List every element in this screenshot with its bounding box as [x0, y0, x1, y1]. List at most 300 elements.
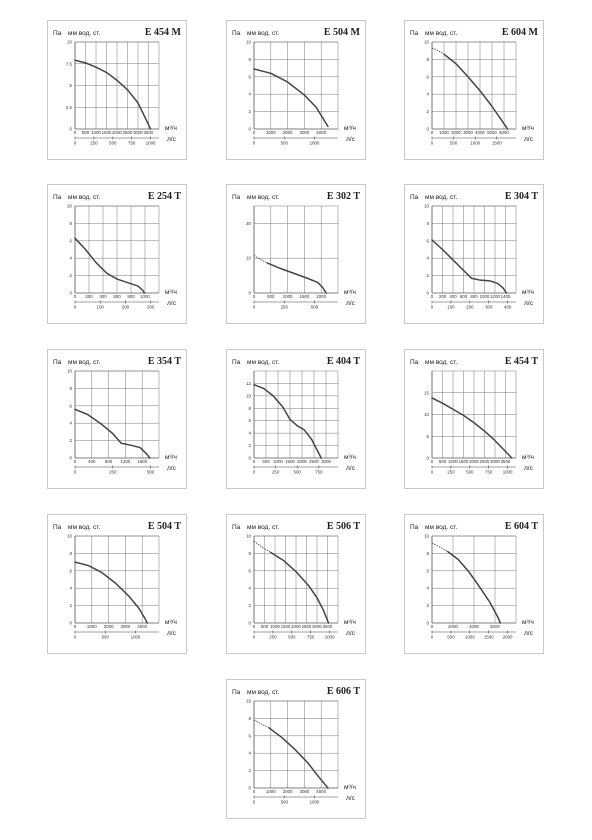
x-tick-label: 1000	[479, 294, 490, 299]
chart-title: E 604 T	[504, 521, 538, 532]
x-tick-label: 0	[430, 294, 434, 299]
x-tick-label: 1000	[273, 459, 283, 464]
x2-tick-label: 500	[146, 469, 155, 475]
x2-unit-label: л/с	[524, 300, 533, 307]
x-tick-label: 2000	[291, 624, 301, 629]
x-unit-label: м³/ч	[522, 125, 534, 132]
y-tick-label: 2	[69, 603, 72, 609]
x-tick-label: 3000	[463, 130, 473, 135]
x-tick-label: 1000	[265, 789, 276, 794]
x2-tick-label: 0	[73, 140, 77, 146]
x-tick-label: 400	[88, 459, 96, 464]
y-tick-label: 8	[69, 550, 72, 556]
x2-tick-label: 100	[447, 304, 455, 310]
x-tick-label: 0	[73, 130, 77, 135]
x-tick-label: 0	[252, 624, 256, 629]
x2-tick-label: 1000	[470, 140, 481, 146]
y-tick-label: 0	[426, 620, 429, 626]
y-tick-label: 4	[248, 430, 251, 436]
y-tick-label: 2	[426, 273, 429, 279]
y-tick-label: 0	[248, 290, 251, 296]
x2-tick-label: 0	[73, 304, 77, 310]
x-tick-label: 2000	[316, 294, 327, 299]
x2-tick-label: 0	[73, 634, 77, 640]
x2-unit-label: л/с	[167, 136, 176, 143]
x-tick-label: 1600	[137, 459, 148, 464]
x-tick-label: 500	[262, 459, 270, 464]
x2-tick-label: 500	[280, 140, 288, 146]
chart-panel-e-506-t	[226, 514, 366, 654]
y-tick-label: 0	[248, 620, 251, 626]
x2-tick-label: 750	[128, 140, 136, 146]
curve-dashed-extension	[254, 255, 267, 263]
pressure-unit-label: Па	[410, 194, 419, 201]
x-tick-label: 600	[113, 294, 121, 299]
chart-title: E 504 T	[147, 521, 181, 532]
y-axis-label: мм вод. ст.	[425, 194, 458, 201]
performance-curve	[444, 54, 508, 129]
pressure-unit-label: Па	[232, 30, 241, 37]
y-tick-label: 10	[246, 533, 251, 539]
x-unit-label: м³/ч	[165, 619, 177, 626]
x-tick-label: 500	[438, 459, 447, 464]
x2-unit-label: л/с	[346, 136, 355, 143]
x-tick-label: 1500	[101, 130, 112, 135]
x2-tick-label: 1000	[130, 634, 141, 640]
x2-tick-label: 0	[430, 469, 434, 475]
chart-panel-e-404-t	[226, 349, 366, 489]
x-tick-label: 2000	[112, 130, 122, 135]
x2-unit-label: л/с	[524, 136, 533, 143]
x-tick-label: 3000	[299, 130, 310, 135]
x2-tick-label: 0	[252, 140, 256, 146]
curve-dashed-extension	[432, 48, 444, 54]
x-tick-label: 2500	[122, 130, 133, 135]
x2-unit-label: л/с	[346, 465, 355, 472]
x2-tick-label: 250	[447, 469, 455, 475]
x-unit-label: м³/ч	[344, 784, 356, 791]
x2-tick-label: 300	[147, 304, 155, 310]
x2-tick-label: 250	[109, 469, 117, 475]
x-unit-label: м³/ч	[344, 454, 356, 461]
chart-title: E 304 T	[504, 191, 538, 202]
x-tick-label: 2500	[301, 624, 312, 629]
y-tick-label: 6	[248, 74, 251, 80]
x-tick-label: 200	[85, 294, 93, 299]
performance-curve	[432, 240, 507, 293]
y-tick-label: 0	[248, 455, 251, 461]
chart-panel-e-254-t	[47, 184, 187, 324]
chart-title: E 254 T	[147, 191, 181, 202]
y-tick-label: 2	[69, 273, 72, 279]
y-tick-label: 6	[426, 238, 429, 244]
y-tick-label: 0	[69, 290, 72, 296]
y-tick-label: 10	[67, 39, 72, 45]
x-tick-label: 200	[438, 294, 447, 299]
chart-svg-e-354-t	[48, 350, 188, 490]
y-axis-label: мм вод. ст.	[68, 524, 101, 531]
x2-unit-label: л/с	[167, 630, 176, 637]
x-tick-label: 2000	[469, 459, 479, 464]
x2-tick-label: 500	[447, 634, 455, 640]
y-tick-label: 5	[426, 433, 429, 439]
x2-tick-label: 200	[466, 304, 474, 310]
x-tick-label: 0	[252, 789, 256, 794]
chart-title: E 404 T	[326, 356, 360, 367]
chart-panel-e-304-t	[404, 184, 544, 324]
x-unit-label: м³/ч	[344, 125, 356, 132]
chart-svg-e-506-t	[227, 515, 367, 655]
y-tick-label: 0	[69, 455, 72, 461]
chart-panel-e-604-t	[404, 514, 544, 654]
chart-panel-e-504-t	[47, 514, 187, 654]
performance-curve	[432, 398, 512, 458]
x-tick-label: 1500	[458, 459, 469, 464]
y-tick-label: 2	[248, 603, 251, 609]
pressure-unit-label: Па	[232, 524, 241, 531]
y-tick-label: 8	[248, 56, 251, 62]
x-tick-label: 3000	[312, 624, 322, 629]
x2-unit-label: л/с	[346, 630, 355, 637]
y-tick-label: 10	[246, 698, 251, 704]
chart-panel-e-454-t	[404, 349, 544, 489]
performance-curve	[254, 69, 328, 126]
x-tick-label: 3500	[322, 624, 333, 629]
x-tick-label: 0	[430, 130, 434, 135]
x2-tick-label: 1000	[502, 469, 513, 475]
y-tick-label: 5	[69, 83, 72, 88]
y-tick-label: 6	[248, 733, 251, 739]
x-unit-label: м³/ч	[165, 125, 177, 132]
x-tick-label: 3000	[120, 624, 131, 629]
chart-title: E 302 T	[326, 191, 360, 202]
x-unit-label: м³/ч	[522, 454, 534, 461]
x-tick-label: 1500	[299, 294, 310, 299]
x-tick-label: 1000	[86, 624, 97, 629]
pressure-unit-label: Па	[232, 689, 241, 696]
chart-title: E 604 M	[501, 27, 538, 38]
y-tick-label: 4	[426, 255, 429, 261]
y-tick-label: 6	[426, 568, 429, 574]
chart-svg-e-604-m	[405, 21, 545, 161]
y-axis-label: мм вод. ст.	[247, 359, 280, 366]
x-tick-label: 3500	[143, 130, 154, 135]
y-tick-label: 4	[426, 91, 429, 97]
y-tick-label: 15	[424, 390, 429, 396]
y-tick-label: 8	[426, 56, 429, 62]
curve-dashed-extension	[432, 543, 448, 552]
x-tick-label: 2000	[103, 624, 114, 629]
chart-title: E 506 T	[326, 521, 360, 532]
x-tick-label: 4000	[469, 624, 479, 629]
y-tick-label: 6	[69, 238, 72, 244]
x-tick-label: 0	[252, 294, 256, 299]
x-tick-label: 0	[73, 624, 77, 629]
x2-unit-label: л/с	[167, 300, 176, 307]
x2-tick-label: 500	[466, 469, 474, 475]
y-tick-label: 8	[248, 550, 251, 556]
x2-tick-label: 400	[504, 304, 512, 310]
x-tick-label: 1000	[91, 130, 101, 135]
performance-curve	[267, 263, 326, 293]
x2-tick-label: 300	[485, 304, 493, 310]
y-tick-label: 0	[426, 290, 429, 296]
x2-tick-label: 0	[73, 469, 77, 475]
y-tick-label: 10	[67, 533, 72, 539]
x-tick-label: 3500	[500, 459, 511, 464]
y-tick-label: 8	[248, 405, 251, 411]
x2-unit-label: л/с	[524, 630, 533, 637]
x2-tick-label: 500	[101, 634, 109, 640]
x-tick-label: 400	[99, 294, 107, 299]
x-tick-label: 5000	[487, 130, 497, 135]
x2-tick-label: 0	[430, 140, 434, 146]
x2-tick-label: 500	[449, 140, 458, 146]
chart-panel-e-354-t	[47, 349, 187, 489]
x2-tick-label: 250	[271, 469, 280, 475]
x2-tick-label: 250	[90, 140, 98, 146]
y-tick-label: 2	[426, 109, 429, 115]
x-tick-label: 1500	[285, 459, 295, 464]
x-tick-label: 0	[73, 459, 77, 464]
x2-unit-label: л/с	[346, 795, 355, 802]
performance-curve	[269, 728, 328, 788]
y-tick-label: 2	[69, 438, 72, 444]
x-tick-label: 1200	[490, 294, 500, 299]
x2-tick-label: 250	[269, 634, 277, 640]
x2-tick-label: 1000	[309, 140, 320, 146]
x2-tick-label: 200	[121, 304, 130, 310]
y-tick-label: 20	[246, 220, 251, 226]
performance-curve	[271, 553, 329, 623]
y-tick-label: 0	[248, 126, 251, 132]
pressure-unit-label: Па	[53, 30, 62, 37]
x2-tick-label: 750	[315, 469, 323, 475]
x2-tick-label: 2000	[502, 634, 513, 640]
x-tick-label: 500	[267, 294, 275, 299]
x-tick-label: 3000	[321, 459, 331, 464]
y-axis-label: мм вод. ст.	[425, 524, 458, 531]
y-tick-label: 10	[424, 412, 429, 417]
chart-svg-e-504-t	[48, 515, 188, 655]
x2-tick-label: 500	[288, 634, 296, 640]
x-tick-label: 4000	[475, 130, 485, 135]
x2-tick-label: 1500	[491, 140, 502, 146]
x-tick-label: 1500	[280, 624, 291, 629]
y-axis-label: мм вод. ст.	[68, 194, 101, 201]
x-tick-label: 2000	[451, 130, 461, 135]
y-tick-label: 4	[426, 585, 429, 591]
y-tick-label: 6	[426, 74, 429, 80]
x2-tick-label: 1000	[324, 634, 335, 640]
y-axis-label: мм вод. ст.	[247, 524, 280, 531]
y-tick-label: 4	[69, 585, 72, 591]
chart-svg-e-454-m	[48, 21, 188, 161]
x-tick-label: 1000	[448, 459, 458, 464]
x2-tick-label: 500	[109, 140, 117, 146]
x-tick-label: 1400	[500, 294, 511, 299]
y-tick-label: 12	[246, 380, 251, 386]
y-axis-label: мм вод. ст.	[247, 689, 280, 696]
x-tick-label: 4000	[316, 130, 327, 135]
x2-tick-label: 0	[252, 304, 256, 310]
x2-tick-label: 0	[252, 799, 256, 805]
y-tick-label: 6	[248, 568, 251, 574]
y-tick-label: 7.5	[65, 61, 72, 67]
chart-title: E 504 M	[323, 27, 360, 38]
x-tick-label: 0	[252, 130, 256, 135]
x-unit-label: м³/ч	[344, 619, 356, 626]
performance-curve	[75, 60, 151, 129]
y-axis-label: мм вод. ст.	[247, 30, 280, 37]
x-tick-label: 0	[252, 459, 256, 464]
pressure-unit-label: Па	[410, 30, 419, 37]
pressure-unit-label: Па	[53, 524, 62, 531]
y-tick-label: 0	[426, 126, 429, 132]
chart-svg-e-606-t	[227, 680, 367, 820]
x-tick-label: 6000	[499, 130, 509, 135]
x2-tick-label: 1000	[145, 140, 156, 146]
y-tick-label: 8	[426, 220, 429, 226]
chart-panel-e-604-m	[404, 20, 544, 160]
x-tick-label: 800	[127, 294, 135, 299]
x-tick-label: 2000	[448, 624, 458, 629]
x-tick-label: 1000	[439, 130, 449, 135]
x-tick-label: 3000	[490, 459, 500, 464]
y-axis-label: мм вод. ст.	[68, 30, 101, 37]
y-tick-label: 0	[69, 620, 72, 626]
y-tick-label: 0	[248, 785, 251, 791]
x2-tick-label: 0	[252, 634, 256, 640]
chart-panel-e-504-m	[226, 20, 366, 160]
y-tick-label: 8	[426, 550, 429, 556]
y-tick-label: 10	[424, 203, 429, 209]
pressure-unit-label: Па	[53, 359, 62, 366]
chart-svg-e-504-m	[227, 21, 367, 161]
y-axis-label: мм вод. ст.	[247, 194, 280, 201]
x-tick-label: 2500	[309, 459, 319, 464]
y-tick-label: 8	[69, 220, 72, 226]
pressure-unit-label: Па	[53, 194, 62, 201]
pressure-unit-label: Па	[410, 524, 419, 531]
x2-unit-label: л/с	[346, 300, 355, 307]
chart-panel-e-302-t	[226, 184, 366, 324]
x2-unit-label: л/с	[167, 465, 176, 472]
y-tick-label: 4	[69, 255, 72, 261]
chart-panel-e-606-t	[226, 679, 366, 819]
performance-curve	[75, 409, 150, 458]
x-tick-label: 1200	[120, 459, 131, 464]
y-axis-label: мм вод. ст.	[425, 30, 458, 37]
chart-svg-e-454-t	[405, 350, 545, 490]
y-tick-label: 2.5	[65, 104, 72, 110]
y-tick-label: 10	[67, 203, 72, 209]
x-tick-label: 0	[73, 294, 77, 299]
x-tick-label: 2000	[282, 789, 293, 794]
x-tick-label: 1000	[270, 624, 280, 629]
chart-svg-e-404-t	[227, 350, 367, 490]
x2-tick-label: 0	[430, 634, 434, 640]
y-tick-label: 10	[246, 39, 251, 45]
x-unit-label: м³/ч	[522, 619, 534, 626]
pressure-unit-label: Па	[232, 194, 241, 201]
y-axis-label: мм вод. ст.	[68, 359, 101, 366]
x2-tick-label: 1000	[464, 634, 475, 640]
chart-panel-e-454-m	[47, 20, 187, 160]
x2-tick-label: 750	[485, 469, 493, 475]
x2-tick-label: 1000	[309, 799, 320, 805]
x-tick-label: 600	[459, 294, 468, 299]
y-tick-label: 0	[69, 126, 72, 132]
x2-tick-label: 0	[252, 469, 256, 475]
pressure-unit-label: Па	[410, 359, 419, 366]
x2-tick-label: 100	[96, 304, 104, 310]
performance-curve	[75, 238, 144, 293]
x2-tick-label: 750	[307, 634, 315, 640]
y-tick-label: 4	[69, 420, 72, 426]
x-unit-label: м³/ч	[522, 289, 534, 296]
x-tick-label: 1000	[265, 130, 276, 135]
x-tick-label: 1000	[282, 294, 293, 299]
chart-svg-e-304-t	[405, 185, 545, 325]
x-tick-label: 0	[430, 459, 434, 464]
chart-svg-e-302-t	[227, 185, 367, 325]
x-tick-label: 2500	[479, 459, 490, 464]
y-tick-label: 10	[424, 39, 429, 45]
y-tick-label: 6	[69, 403, 72, 409]
y-axis-label: мм вод. ст.	[425, 359, 458, 366]
x2-tick-label: 1500	[483, 634, 494, 640]
x-tick-label: 4000	[137, 624, 148, 629]
y-tick-label: 10	[424, 533, 429, 539]
x-tick-label: 1000	[140, 294, 150, 299]
x2-tick-label: 500	[310, 304, 319, 310]
y-tick-label: 4	[248, 585, 251, 591]
x-tick-label: 4000	[316, 789, 327, 794]
x-unit-label: м³/ч	[165, 454, 177, 461]
chart-title: E 354 T	[147, 356, 181, 367]
chart-svg-e-604-t	[405, 515, 545, 655]
y-tick-label: 8	[69, 385, 72, 391]
y-tick-label: 8	[248, 715, 251, 721]
chart-title: E 606 T	[326, 686, 360, 697]
x-tick-label: 800	[104, 459, 113, 464]
x-tick-label: 500	[81, 130, 90, 135]
y-tick-label: 10	[246, 255, 251, 261]
x-unit-label: м³/ч	[165, 289, 177, 296]
x-unit-label: м³/ч	[344, 289, 356, 296]
y-tick-label: 2	[248, 443, 251, 449]
y-tick-label: 2	[426, 603, 429, 609]
x-tick-label: 2000	[297, 459, 307, 464]
y-tick-label: 4	[248, 750, 251, 756]
y-tick-label: 2	[248, 109, 251, 115]
y-tick-label: 2	[248, 768, 251, 774]
y-tick-label: 6	[69, 568, 72, 574]
curve-dashed-extension	[254, 720, 269, 728]
x-tick-label: 400	[449, 294, 457, 299]
y-tick-label: 0	[426, 455, 429, 461]
y-tick-label: 6	[248, 418, 251, 424]
x-tick-label: 800	[470, 294, 478, 299]
x-tick-label: 500	[260, 624, 269, 629]
chart-title: E 454 M	[144, 27, 181, 38]
pressure-unit-label: Па	[232, 359, 241, 366]
x2-tick-label: 500	[293, 469, 301, 475]
x2-tick-label: 500	[280, 799, 288, 805]
chart-svg-e-254-t	[48, 185, 188, 325]
chart-title: E 454 T	[504, 356, 538, 367]
